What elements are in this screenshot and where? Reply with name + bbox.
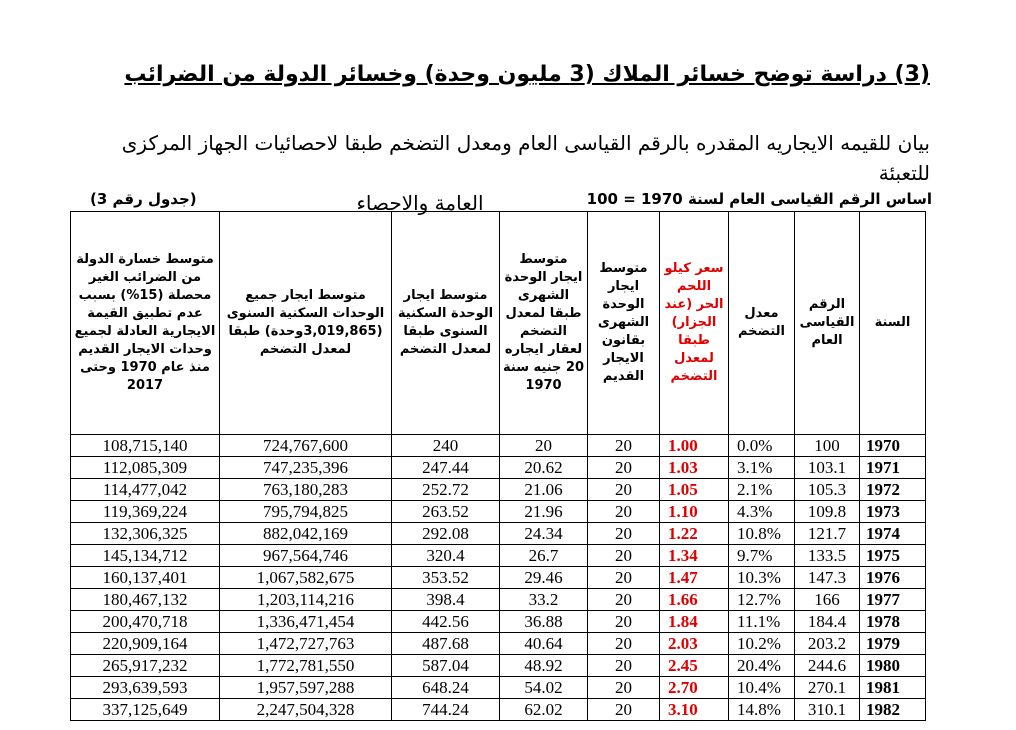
header-rent-annual: متوسط ايجار الوحدة السكنية السنوى طبقا لمعدل التضخم — [392, 212, 500, 435]
cell-rent-old-law: 20 — [588, 479, 660, 501]
cell-year: 1978 — [860, 611, 926, 633]
inflation-rent-table — [70, 211, 926, 721]
cell-index: 121.7 — [795, 523, 860, 545]
cell-year: 1977 — [860, 589, 926, 611]
header-rent-old-law: متوسط ايجار الوحدة الشهرى بقانون الايجار القديم — [588, 212, 660, 435]
cell-tax-loss: 108,715,140 — [71, 435, 220, 457]
cell-rent-annual: 320.4 — [392, 545, 500, 567]
table-row — [71, 655, 926, 677]
cell-year: 1981 — [860, 677, 926, 699]
header-meat-price: سعر كيلو اللحم الحر (عند الجزار) طبقا لمعدل التضخم — [660, 212, 729, 435]
table-body — [71, 435, 926, 721]
cell-rent-annual: 353.52 — [392, 567, 500, 589]
cell-inflation: 12.7% — [729, 589, 795, 611]
cell-rent-all-units: 1,203,114,216 — [220, 589, 392, 611]
cell-rent-monthly-1970: 62.02 — [500, 699, 588, 721]
cell-tax-loss: 265,917,232 — [71, 655, 220, 677]
cell-rent-old-law: 20 — [588, 567, 660, 589]
cell-year: 1982 — [860, 699, 926, 721]
cell-rent-old-law: 20 — [588, 589, 660, 611]
cell-year: 1980 — [860, 655, 926, 677]
cell-rent-all-units: 882,042,169 — [220, 523, 392, 545]
cell-meat-price: 1.66 — [660, 589, 729, 611]
cell-rent-old-law: 20 — [588, 655, 660, 677]
cell-inflation: 10.3% — [729, 567, 795, 589]
cell-rent-annual: 442.56 — [392, 611, 500, 633]
cell-rent-annual: 487.68 — [392, 633, 500, 655]
cell-index: 310.1 — [795, 699, 860, 721]
cell-rent-all-units: 795,794,825 — [220, 501, 392, 523]
cell-inflation: 14.8% — [729, 699, 795, 721]
cell-rent-monthly-1970: 54.02 — [500, 677, 588, 699]
cell-rent-all-units: 1,336,471,454 — [220, 611, 392, 633]
table-row — [71, 523, 926, 545]
cell-rent-all-units: 1,957,597,288 — [220, 677, 392, 699]
cell-meat-price: 3.10 — [660, 699, 729, 721]
description-line-1: بيان للقيمه الايجاريه المقدره بالرقم القياسى العام ومعدل التضخم طبقا لاحصائيات الجهاز المركزى للتعبئة — [121, 131, 930, 185]
cell-meat-price: 1.84 — [660, 611, 729, 633]
cell-rent-monthly-1970: 29.46 — [500, 567, 588, 589]
cell-rent-annual: 247.44 — [392, 457, 500, 479]
cell-index: 100 — [795, 435, 860, 457]
cell-year: 1974 — [860, 523, 926, 545]
cell-tax-loss: 293,639,593 — [71, 677, 220, 699]
index-basis-note: اساس الرقم القياسى العام لسنة 1970 = 100 — [586, 190, 932, 208]
cell-meat-price: 2.03 — [660, 633, 729, 655]
table-header-row — [71, 212, 926, 435]
cell-rent-monthly-1970: 40.64 — [500, 633, 588, 655]
table-number: (جدول رقم 3) — [90, 190, 197, 208]
cell-rent-all-units: 724,767,600 — [220, 435, 392, 457]
cell-inflation: 10.4% — [729, 677, 795, 699]
cell-rent-annual: 398.4 — [392, 589, 500, 611]
cell-rent-annual: 744.24 — [392, 699, 500, 721]
cell-index: 105.3 — [795, 479, 860, 501]
cell-meat-price: 1.22 — [660, 523, 729, 545]
cell-rent-monthly-1970: 24.34 — [500, 523, 588, 545]
cell-inflation: 9.7% — [729, 545, 795, 567]
cell-inflation: 20.4% — [729, 655, 795, 677]
cell-index: 203.2 — [795, 633, 860, 655]
cell-tax-loss: 160,137,401 — [71, 567, 220, 589]
cell-meat-price: 2.45 — [660, 655, 729, 677]
cell-rent-all-units: 2,247,504,328 — [220, 699, 392, 721]
header-inflation: معدل التضخم — [729, 212, 795, 435]
table-row — [71, 611, 926, 633]
cell-tax-loss: 132,306,325 — [71, 523, 220, 545]
cell-rent-monthly-1970: 48.92 — [500, 655, 588, 677]
table-meta — [70, 190, 932, 212]
cell-rent-old-law: 20 — [588, 523, 660, 545]
cell-meat-price: 1.47 — [660, 567, 729, 589]
cell-rent-monthly-1970: 20.62 — [500, 457, 588, 479]
cell-rent-all-units: 1,472,727,763 — [220, 633, 392, 655]
cell-year: 1970 — [860, 435, 926, 457]
cell-year: 1976 — [860, 567, 926, 589]
cell-year: 1973 — [860, 501, 926, 523]
description-line-2: العامة والاحصاء — [356, 191, 484, 215]
cell-tax-loss: 200,470,718 — [71, 611, 220, 633]
cell-index: 270.1 — [795, 677, 860, 699]
cell-inflation: 10.2% — [729, 633, 795, 655]
cell-meat-price: 1.05 — [660, 479, 729, 501]
cell-rent-monthly-1970: 36.88 — [500, 611, 588, 633]
table-row — [71, 589, 926, 611]
cell-rent-old-law: 20 — [588, 501, 660, 523]
cell-rent-old-law: 20 — [588, 545, 660, 567]
cell-inflation: 0.0% — [729, 435, 795, 457]
cell-rent-old-law: 20 — [588, 677, 660, 699]
cell-meat-price: 1.00 — [660, 435, 729, 457]
table-row — [71, 545, 926, 567]
table-row — [71, 567, 926, 589]
cell-inflation: 10.8% — [729, 523, 795, 545]
table-row — [71, 699, 926, 721]
cell-tax-loss: 180,467,132 — [71, 589, 220, 611]
cell-rent-all-units: 747,235,396 — [220, 457, 392, 479]
table-row — [71, 435, 926, 457]
cell-inflation: 3.1% — [729, 457, 795, 479]
cell-rent-annual: 252.72 — [392, 479, 500, 501]
cell-tax-loss: 145,134,712 — [71, 545, 220, 567]
cell-index: 147.3 — [795, 567, 860, 589]
header-index: الرقم القياسى العام — [795, 212, 860, 435]
cell-tax-loss: 337,125,649 — [71, 699, 220, 721]
table-row — [71, 457, 926, 479]
cell-index: 244.6 — [795, 655, 860, 677]
header-tax-loss: متوسط خسارة الدولة من الضرائب الغير محصلة (15%) بسبب عدم تطبيق القيمة الايجارية العادلة لجميع وحدات الايجار القديم منذ عام 1970 وحتى 2017 — [71, 212, 220, 435]
cell-rent-annual: 648.24 — [392, 677, 500, 699]
cell-inflation: 2.1% — [729, 479, 795, 501]
cell-index: 184.4 — [795, 611, 860, 633]
cell-index: 109.8 — [795, 501, 860, 523]
table-row — [71, 501, 926, 523]
cell-rent-monthly-1970: 21.96 — [500, 501, 588, 523]
cell-rent-all-units: 1,067,582,675 — [220, 567, 392, 589]
cell-index: 103.1 — [795, 457, 860, 479]
cell-tax-loss: 220,909,164 — [71, 633, 220, 655]
cell-inflation: 4.3% — [729, 501, 795, 523]
cell-rent-all-units: 763,180,283 — [220, 479, 392, 501]
cell-rent-annual: 292.08 — [392, 523, 500, 545]
cell-year: 1979 — [860, 633, 926, 655]
table-row — [71, 633, 926, 655]
table-row — [71, 479, 926, 501]
cell-rent-monthly-1970: 20 — [500, 435, 588, 457]
cell-rent-monthly-1970: 26.7 — [500, 545, 588, 567]
cell-meat-price: 2.70 — [660, 677, 729, 699]
page-title: (3) دراسة توضح خسائر الملاك (3 مليون وحدة) وخسائر الدولة من الضرائب — [124, 62, 930, 87]
cell-index: 166 — [795, 589, 860, 611]
cell-tax-loss: 119,369,224 — [71, 501, 220, 523]
cell-rent-old-law: 20 — [588, 633, 660, 655]
cell-rent-old-law: 20 — [588, 457, 660, 479]
cell-tax-loss: 112,085,309 — [71, 457, 220, 479]
cell-rent-old-law: 20 — [588, 435, 660, 457]
cell-rent-monthly-1970: 21.06 — [500, 479, 588, 501]
cell-rent-old-law: 20 — [588, 699, 660, 721]
cell-rent-all-units: 1,772,781,550 — [220, 655, 392, 677]
cell-year: 1972 — [860, 479, 926, 501]
cell-rent-all-units: 967,564,746 — [220, 545, 392, 567]
table-row — [71, 677, 926, 699]
cell-rent-annual: 587.04 — [392, 655, 500, 677]
cell-meat-price: 1.03 — [660, 457, 729, 479]
cell-rent-old-law: 20 — [588, 611, 660, 633]
cell-index: 133.5 — [795, 545, 860, 567]
cell-tax-loss: 114,477,042 — [71, 479, 220, 501]
cell-meat-price: 1.10 — [660, 501, 729, 523]
cell-inflation: 11.1% — [729, 611, 795, 633]
header-rent-all-units: متوسط ايجار جميع الوحدات السكنية السنوى (3,019,865وحدة) طبقا لمعدل التضخم — [220, 212, 392, 435]
cell-rent-annual: 263.52 — [392, 501, 500, 523]
cell-rent-monthly-1970: 33.2 — [500, 589, 588, 611]
header-year: السنة — [860, 212, 926, 435]
cell-year: 1971 — [860, 457, 926, 479]
cell-meat-price: 1.34 — [660, 545, 729, 567]
cell-rent-annual: 240 — [392, 435, 500, 457]
cell-year: 1975 — [860, 545, 926, 567]
header-rent-monthly-1970: متوسط ايجار الوحدة الشهرى طبقا لمعدل التضخم لعقار ايجاره 20 جنيه سنة 1970 — [500, 212, 588, 435]
